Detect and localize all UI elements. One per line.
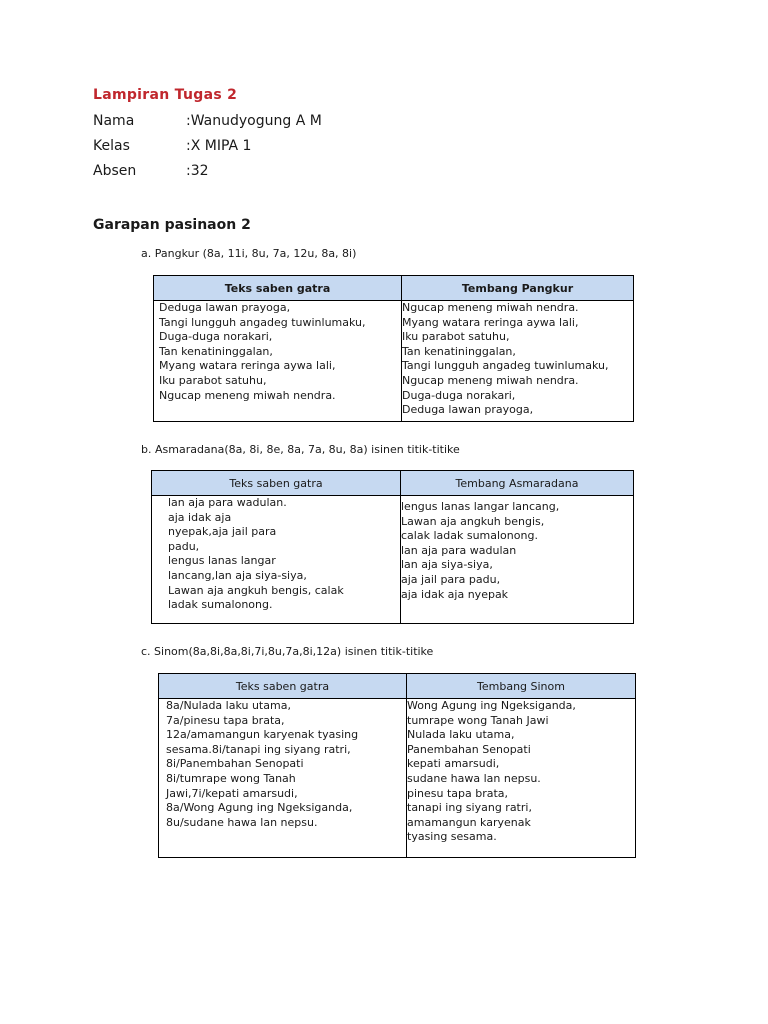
verse-line: lancang,lan aja siya-siya,	[168, 568, 307, 582]
verse-line: Jawi,7i/kepati amarsudi,	[166, 786, 298, 800]
pangkur-table	[153, 275, 634, 422]
verse-line: 12a/amamangun karyenak tyasing	[166, 728, 359, 742]
pangkur-col2-header: Tembang Pangkur	[402, 276, 634, 301]
asmaradana-col2-lines	[401, 500, 633, 602]
verse-line: pinesu tapa brata,	[407, 786, 509, 800]
info-value-kelas: :X MIPA 1	[186, 138, 252, 154]
sinom-col1-header: Teks saben gatra	[159, 674, 407, 699]
asmaradana-col1-cell	[152, 496, 401, 624]
verse-line: lan aja siya-siya,	[401, 558, 493, 572]
sinom-col2-cell	[407, 699, 636, 858]
verse-line: tyasing sesama.	[407, 830, 497, 844]
verse-line: Tan kenatininggalan,	[402, 344, 516, 358]
verse-line: Tan kenatininggalan,	[159, 344, 273, 358]
asmaradana-col2-cell	[401, 496, 634, 624]
verse-line: 8i/tumrape wong Tanah	[166, 771, 296, 785]
verse-line: Tangi lungguh angadeg tuwinlumaku,	[159, 315, 366, 329]
verse-line: Nulada laku utama,	[407, 728, 515, 742]
verse-line: Ngucap meneng miwah nendra.	[402, 373, 579, 387]
sinom-col2-header: Tembang Sinom	[407, 674, 636, 699]
pangkur-col2-cell	[402, 301, 634, 422]
sinom-col2-lines	[407, 699, 635, 845]
info-value-nama: :Wanudyogung A M	[186, 113, 322, 129]
verse-line: sudane hawa lan nepsu.	[407, 771, 541, 785]
pangkur-col2-lines	[402, 301, 633, 418]
verse-line: lan aja para wadulan.	[168, 496, 287, 509]
verse-line: 8a/Nulada laku utama,	[166, 699, 291, 712]
verse-line: Duga-duga norakari,	[159, 330, 273, 344]
sinom-col1-lines	[166, 699, 406, 830]
verse-line: kepati amarsudi,	[407, 757, 500, 771]
info-label-nama: Nama	[93, 113, 135, 129]
verse-line: calak ladak sumalonong.	[401, 529, 538, 543]
verse-line: Myang watara reringa aywa lali,	[159, 359, 336, 373]
info-label-kelas: Kelas	[93, 138, 130, 154]
verse-line: aja idak aja nyepak	[401, 587, 509, 601]
verse-line: tanapi ing siyang ratri,	[407, 801, 532, 815]
verse-line: tumrape wong Tanah Jawi	[407, 713, 549, 727]
verse-line: Tangi lungguh angadeg tuwinlumaku,	[402, 359, 609, 373]
verse-line: Iku parabot satuhu,	[159, 373, 267, 387]
verse-line: 8i/Panembahan Senopati	[166, 757, 304, 771]
asmaradana-col1-lines	[168, 496, 400, 613]
verse-line: amamangun karyenak	[407, 815, 531, 829]
verse-line: lengus lanas langar	[168, 554, 276, 568]
sinom-col1-cell	[159, 699, 407, 858]
verse-line: 8u/sudane hawa lan nepsu.	[166, 815, 318, 829]
section-heading: Garapan pasinaon 2	[93, 217, 251, 233]
verse-line: Wong Agung ing Ngeksiganda,	[407, 699, 576, 712]
asmaradana-col1-header: Teks saben gatra	[152, 471, 401, 496]
verse-line: Ngucap meneng miwah nendra.	[402, 301, 579, 314]
verse-line: Deduga lawan prayoga,	[159, 301, 291, 314]
verse-line: 7a/pinesu tapa brata,	[166, 713, 285, 727]
verse-line: ladak sumalonong.	[168, 598, 273, 612]
verse-line: Deduga lawan prayoga,	[402, 403, 534, 417]
verse-line: 8a/Wong Agung ing Ngeksiganda,	[166, 801, 353, 815]
verse-line: padu,	[168, 539, 200, 553]
verse-line: lengus lanas langar lancang,	[401, 500, 560, 513]
verse-line: Lawan aja angkuh bengis, calak	[168, 583, 344, 597]
verse-line: Myang watara reringa aywa lali,	[402, 315, 579, 329]
verse-line: Ngucap meneng miwah nendra.	[159, 388, 336, 402]
asmaradana-caption: b. Asmaradana(8a, 8i, 8e, 8a, 7a, 8u, 8a) isinen titik-titike	[141, 443, 460, 456]
verse-line: nyepak,aja jail para	[168, 525, 277, 539]
verse-line: Lawan aja angkuh bengis,	[401, 514, 545, 528]
verse-line: Iku parabot satuhu,	[402, 330, 510, 344]
info-label-absen: Absen	[93, 163, 137, 179]
verse-line: aja idak aja	[168, 510, 232, 524]
info-value-absen: :32	[186, 163, 209, 179]
sinom-table	[158, 673, 636, 858]
sinom-caption: c. Sinom(8a,8i,8a,8i,7i,8u,7a,8i,12a) isinen titik-titike	[141, 645, 434, 658]
verse-line: lan aja para wadulan	[401, 543, 517, 557]
document-title: Lampiran Tugas 2	[93, 87, 238, 103]
verse-line: Duga-duga norakari,	[402, 388, 516, 402]
pangkur-col1-lines	[159, 301, 401, 403]
verse-line: Panembahan Senopati	[407, 742, 531, 756]
verse-line: aja jail para padu,	[401, 572, 501, 586]
pangkur-caption: a. Pangkur (8a, 11i, 8u, 7a, 12u, 8a, 8i)	[141, 247, 357, 260]
verse-line: sesama.8i/tanapi ing siyang ratri,	[166, 742, 351, 756]
pangkur-col1-cell	[154, 301, 402, 422]
pangkur-col1-header: Teks saben gatra	[154, 276, 402, 301]
asmaradana-col2-header: Tembang Asmaradana	[401, 471, 634, 496]
asmaradana-table	[151, 470, 634, 624]
